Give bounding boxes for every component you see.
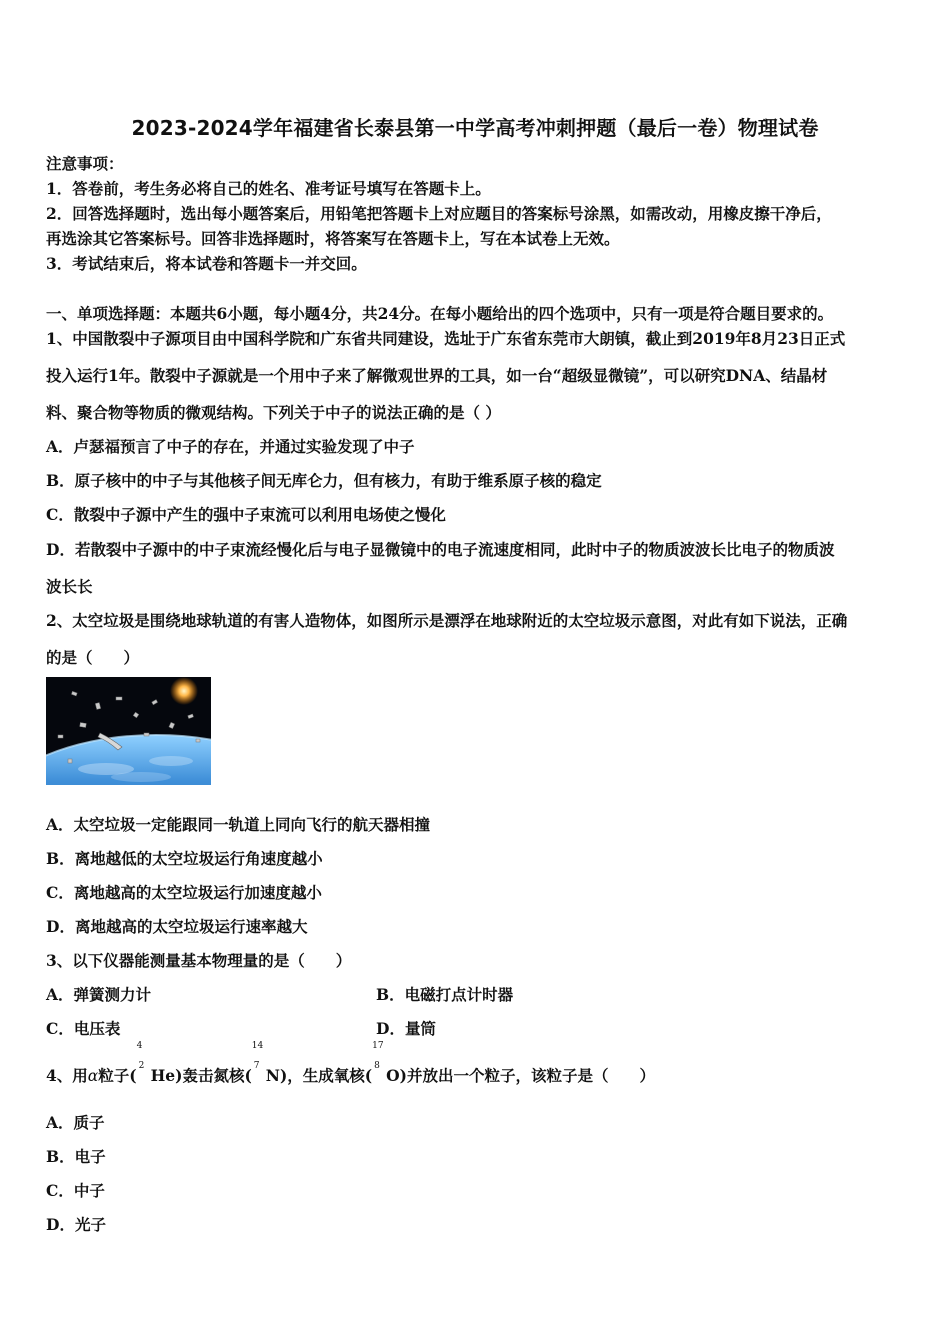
q1-option-a: A．卢瑟福预言了中子的存在，并通过实验发现了中子 (46, 437, 415, 456)
q1-option-d-line-1: D．若散裂中子源中的中子束流经慢化后与电子显微镜中的电子流速度相同，此时中子的物质波波长比电子的物质波 (46, 540, 835, 559)
notice-heading: 注意事项： (46, 154, 124, 173)
nitrogen-mass-number: 14 (251, 1041, 264, 1051)
q4-stem (46, 1041, 655, 1086)
section-heading: 一、单项选择题：本题共6小题，每小题4分，共24分。在每小题给出的四个选项中，只有一项是符合题目要求的。 (46, 304, 834, 323)
q1-stem-line-1: 1、中国散裂中子源项目由中国科学院和广东省共同建设，选址于广东省东莞市大朗镇，截止到2019年8月23日正式 (46, 329, 846, 348)
q1-stem-line-3: 料、聚合物等物质的微观结构。下列关于中子的说法正确的是（ ） (46, 403, 501, 422)
notice-item-2-line-2: 再选涂其它答案标号。回答非选择题时，将答案写在答题卡上，写在本试卷上无效。 (46, 229, 620, 248)
helium-mass-number: 4 (136, 1041, 143, 1051)
q3-option-c: C．电压表 (46, 1019, 121, 1038)
page-title: 2023-2024学年福建省长泰县第一中学高考冲刺押题（最后一卷）物理试卷 (131, 116, 819, 140)
alpha-symbol: α (87, 1067, 99, 1085)
q3-option-b: B．电磁打点计时器 (376, 985, 514, 1004)
notice-item-2-line-1: 2．回答选择题时，选出每小题答案后，用铅笔把答题卡上对应题目的答案标号涂黑，如需改动，用橡皮擦干净后， (46, 204, 832, 223)
oxygen-atomic-number: 8 (374, 1061, 380, 1071)
nitrogen-atomic-number: 7 (253, 1061, 260, 1071)
q2-option-c: C．离地越高的太空垃圾运行加速度越小 (46, 883, 322, 902)
q4-option-c: C．中子 (46, 1181, 105, 1200)
nitrogen-nuclide-indices (251, 1041, 266, 1081)
q2-option-a: A．太空垃圾一定能跟同一轨道上同向飞行的航天器相撞 (46, 815, 431, 834)
oxygen-nuclide-indices (372, 1041, 386, 1081)
notice-item-3: 3．考试结束后，将本试卷和答题卡一并交回。 (46, 254, 367, 273)
q4-option-a: A．质子 (46, 1113, 105, 1132)
q1-option-b: B．原子核中的中子与其他核子间无库仑力，但有核力，有助于维系原子核的稳定 (46, 471, 602, 490)
q4-stem-part-2: 粒子( (98, 1066, 137, 1085)
q1-option-c: C．散裂中子源中产生的强中子束流可以利用电场使之慢化 (46, 505, 446, 524)
q4-stem-part-4: N)，生成氧核( (265, 1066, 373, 1085)
q4-stem-part-5: O)并放出一个粒子，该粒子是（ ） (386, 1066, 655, 1085)
q4-stem-part-3: He)轰击氮核( (150, 1066, 252, 1085)
q2-stem-line-2: 的是（ ） (46, 648, 140, 667)
q3-stem: 3、以下仪器能测量基本物理量的是（ ） (46, 951, 352, 970)
q2-stem-line-1: 2、太空垃圾是围绕地球轨道的有害人造物体，如图所示是漂浮在地球附近的太空垃圾示意图，对此有如下说法，正确 (46, 611, 848, 630)
space-debris-illustration (46, 677, 211, 785)
helium-nuclide-indices (136, 1041, 151, 1081)
q2-option-b: B．离地越低的太空垃圾运行角速度越小 (46, 849, 323, 868)
notice-item-1: 1．答卷前，考生务必将自己的姓名、准考证号填写在答题卡上。 (46, 179, 491, 198)
q3-option-d: D．量筒 (376, 1019, 436, 1038)
space-debris-image (46, 677, 211, 785)
q1-option-d-line-2: 波长长 (46, 577, 93, 596)
q4-option-d: D．光子 (46, 1215, 106, 1234)
helium-atomic-number: 2 (138, 1061, 145, 1071)
q3-option-a: A．弹簧测力计 (46, 985, 152, 1004)
oxygen-mass-number: 17 (372, 1041, 384, 1051)
q2-option-d: D．离地越高的太空垃圾运行速率越大 (46, 917, 308, 936)
q4-stem-part-1: 4、用 (46, 1066, 88, 1085)
q1-stem-line-2: 投入运行1年。散裂中子源就是一个用中子来了解微观世界的工具，如一台“超级显微镜”，可以研究DNA、结晶材 (46, 366, 828, 385)
q4-option-b: B．电子 (46, 1147, 106, 1166)
